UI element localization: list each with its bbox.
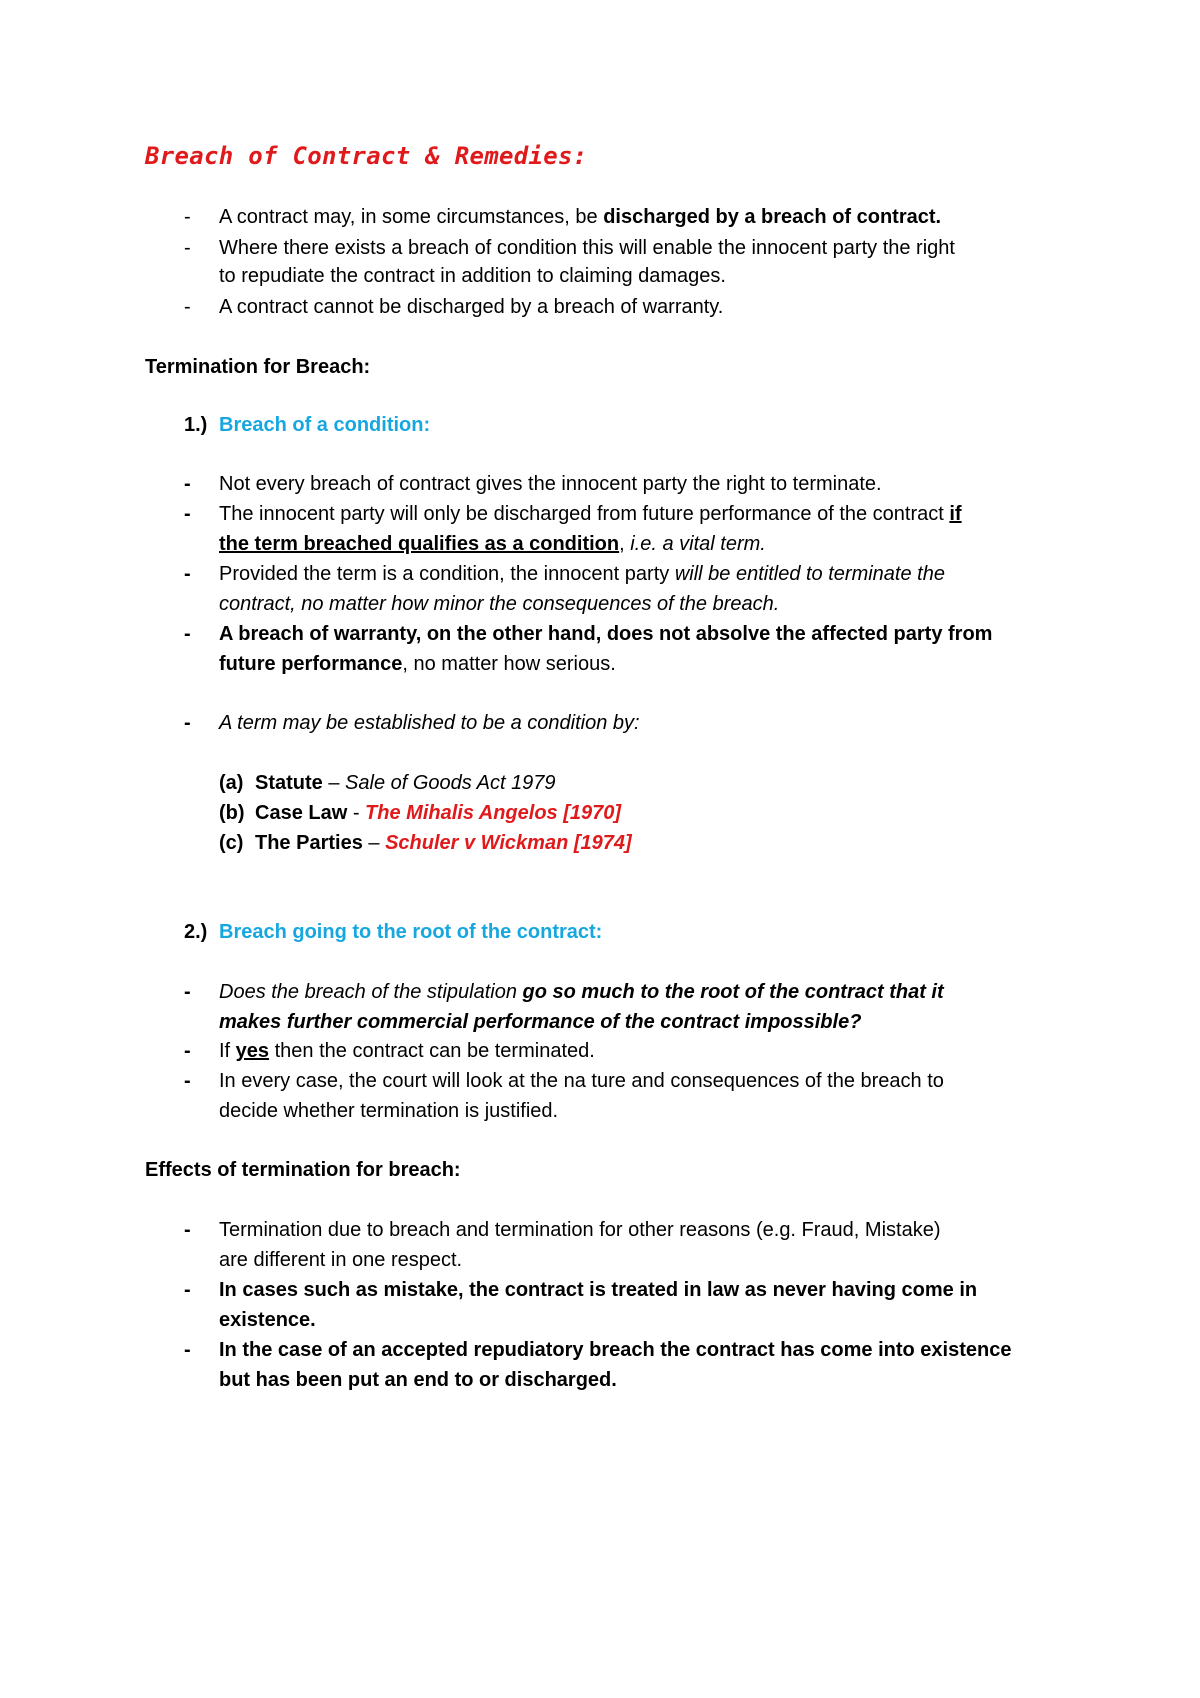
dash: - <box>184 473 191 495</box>
dash: - <box>184 981 191 1003</box>
dash: - <box>184 712 191 734</box>
document-page: Breach of Contract & Remedies: - A contract may, in some circumstances, be discharged by a breach of contract. - Where there exists a breach of condition this will enable the innocent party the right to repudiate the contract in addition to claiming damages. - A contract cannot be discharged by a breach of warranty. Termination for Breach: 1.) Breach of a condition: - Not every breach of contract gives the innocent party the right to terminate. - The innocent party will only be discharged from future performance of the contract if the term breached qualifies as a condition, i.e. a vital term. - Provided the term is a condition, the innocent party will be entitled to terminate the contract, no matter how minor the consequences of the breach. - A breach of warranty, on the other hand, does not absolve the affected party from future performance, no matter how serious. - A term may be established to be a condition by: (a) Statute – Sale of Goods Act 1979 (b) Case Law - The Mihalis Angelos [1970] (c) The Parties – Schuler v Wickman [1974] 2.) Breach going to the root of the contract: - Does the breach of the stipulation go so much to the root of the contract that it makes further commercial performance of the contract impossible? - If yes then the contract can be terminated. - In every case, the court will look at the na ture and consequences of the breach to decide whether termination is justified. Effects of termination for breach: - Termination due to breach and termination for other reasons (e.g. Fraud, Mistake) are different in one respect. - In cases such as mistake, the contract is treated in law as never having come in existence. - In the case of an accepted repudiatory breach the contract has come into existence but has been put an end to or discharged. <box>145 142 1012 1391</box>
dash: - <box>184 1339 191 1361</box>
dash: - <box>184 623 191 645</box>
dash: - <box>184 296 191 318</box>
dash: - <box>184 206 191 228</box>
dash: - <box>184 563 191 585</box>
dash: - <box>184 1219 191 1241</box>
document-title: Breach of Contract & Remedies: <box>145 142 588 170</box>
dash: - <box>184 503 191 525</box>
dash: - <box>184 237 191 259</box>
dash: - <box>184 1070 191 1092</box>
dash: - <box>184 1040 191 1062</box>
dash: - <box>184 1279 191 1301</box>
